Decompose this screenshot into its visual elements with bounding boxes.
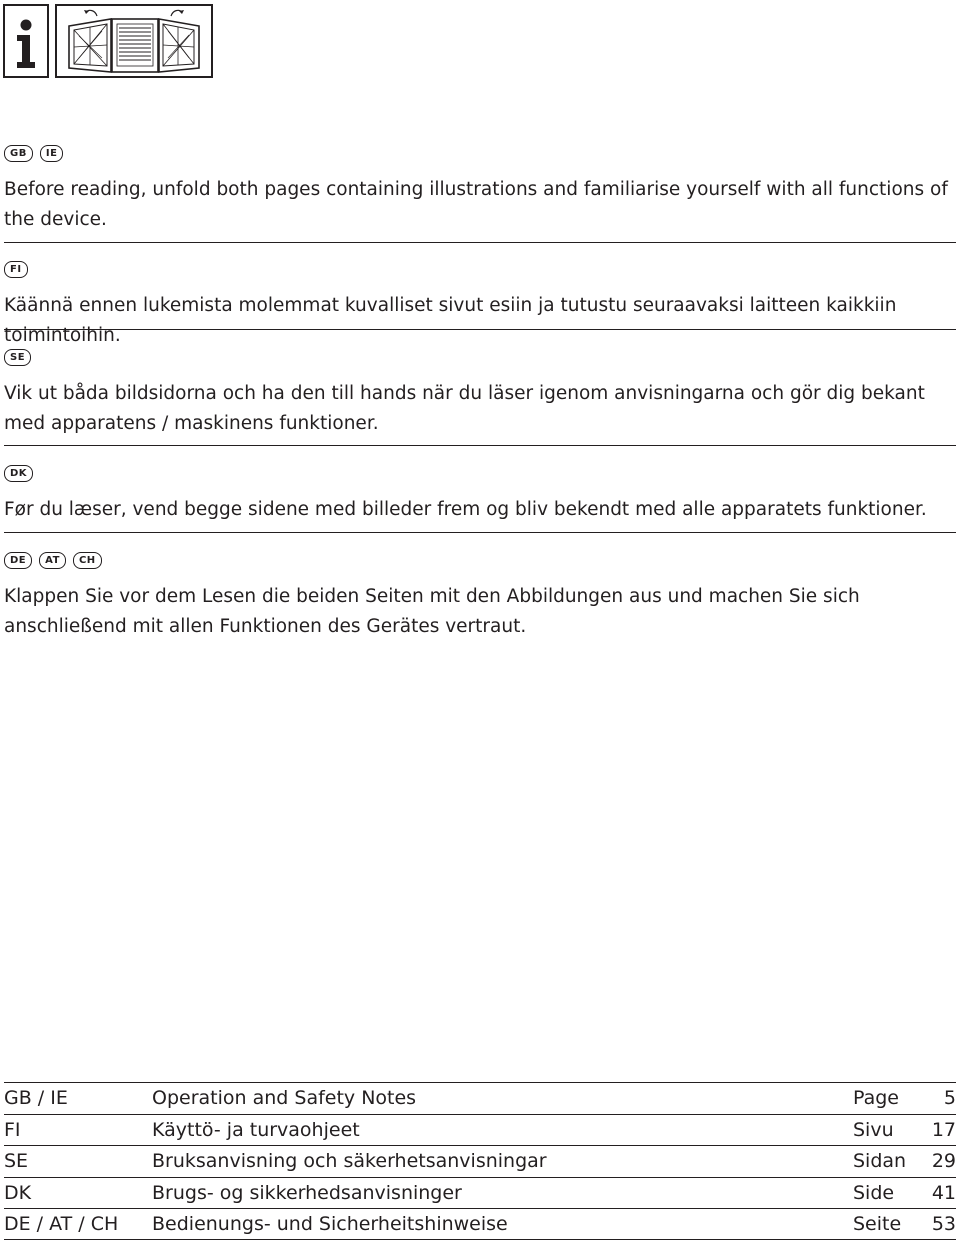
country-code-badge: FI xyxy=(4,261,28,278)
country-code-badge: SE xyxy=(4,349,31,366)
info-icon xyxy=(3,4,49,78)
section-divider xyxy=(4,329,956,330)
toc-page-label: Side xyxy=(853,1181,895,1204)
toc-page-number: 29 xyxy=(931,1150,956,1172)
section-divider xyxy=(4,445,956,446)
country-code-badge: DK xyxy=(4,465,33,482)
country-code-badge: IE xyxy=(40,145,64,162)
toc-page-label: Seite xyxy=(853,1213,902,1235)
section-gb-ie xyxy=(4,145,956,235)
toc-title: Operation and Safety Notes xyxy=(152,1087,417,1109)
instruction-text: Vik ut båda bildsidorna och ha den till hands när du läser igenom anvisningarna och gör dig bekant med apparatens / maskinens funktioner. xyxy=(4,383,925,434)
toc-language: GB / IE xyxy=(4,1087,68,1109)
section-fi xyxy=(4,261,956,351)
section-de-at-ch xyxy=(4,552,956,642)
instruction-text: Før du læser, vend begge sidene med billeder frem og bliv bekendt med alle apparatets funktioner. xyxy=(4,499,927,520)
country-code-badge: GB xyxy=(4,145,33,162)
toc-language: FI xyxy=(4,1118,21,1141)
country-codes xyxy=(4,552,956,570)
unfold-pages-icon xyxy=(55,4,213,78)
toc-row[interactable] xyxy=(4,1082,956,1114)
toc-page-number: 5 xyxy=(943,1087,956,1109)
section-divider xyxy=(4,242,956,243)
section-dk xyxy=(4,465,956,525)
country-code-badge: AT xyxy=(39,552,66,569)
toc-page-label: Sivu xyxy=(853,1118,894,1141)
country-codes xyxy=(4,465,956,483)
toc-page-label: Sidan xyxy=(853,1150,907,1172)
section-divider xyxy=(4,532,956,533)
toc-row[interactable] xyxy=(4,1177,956,1209)
toc-page-number: 17 xyxy=(931,1118,956,1141)
toc-row[interactable] xyxy=(4,1208,956,1240)
toc-page-number: 41 xyxy=(931,1181,956,1204)
toc-row[interactable] xyxy=(4,1145,956,1177)
instruction-text: Before reading, unfold both pages containing illustrations and familiarise yourself with all functions of the device. xyxy=(4,179,948,230)
instruction-text: Klappen Sie vor dem Lesen die beiden Seiten mit den Abbildungen aus und machen Sie sich anschließend mit allen Funktionen des Gerätes vertraut. xyxy=(4,586,860,637)
toc-language: DE / AT / CH xyxy=(4,1213,119,1235)
toc-language: SE xyxy=(4,1150,29,1172)
toc-title: Käyttö- ja turvaohjeet xyxy=(152,1118,360,1141)
country-codes xyxy=(4,261,956,279)
toc-page-label: Page xyxy=(853,1087,899,1109)
toc-page-number: 53 xyxy=(931,1213,956,1235)
country-codes xyxy=(4,145,956,163)
toc-title: Brugs- og sikkerhedsanvisninger xyxy=(152,1181,462,1204)
country-codes xyxy=(4,349,956,367)
country-code-badge: DE xyxy=(4,552,32,569)
toc-title: Bedienungs- und Sicherheitshinweise xyxy=(152,1213,508,1235)
section-se xyxy=(4,349,956,439)
country-code-badge: CH xyxy=(73,552,102,569)
table-of-contents xyxy=(4,1082,956,1240)
toc-title: Bruksanvisning och säkerhetsanvisningar xyxy=(152,1150,547,1172)
instruction-text: Käännä ennen lukemista molemmat kuvalliset sivut esiin ja tutustu seuraavaksi laitteen kaikkiin toimintoihin. xyxy=(4,295,897,346)
toc-row[interactable] xyxy=(4,1114,956,1146)
toc-language: DK xyxy=(4,1181,32,1204)
